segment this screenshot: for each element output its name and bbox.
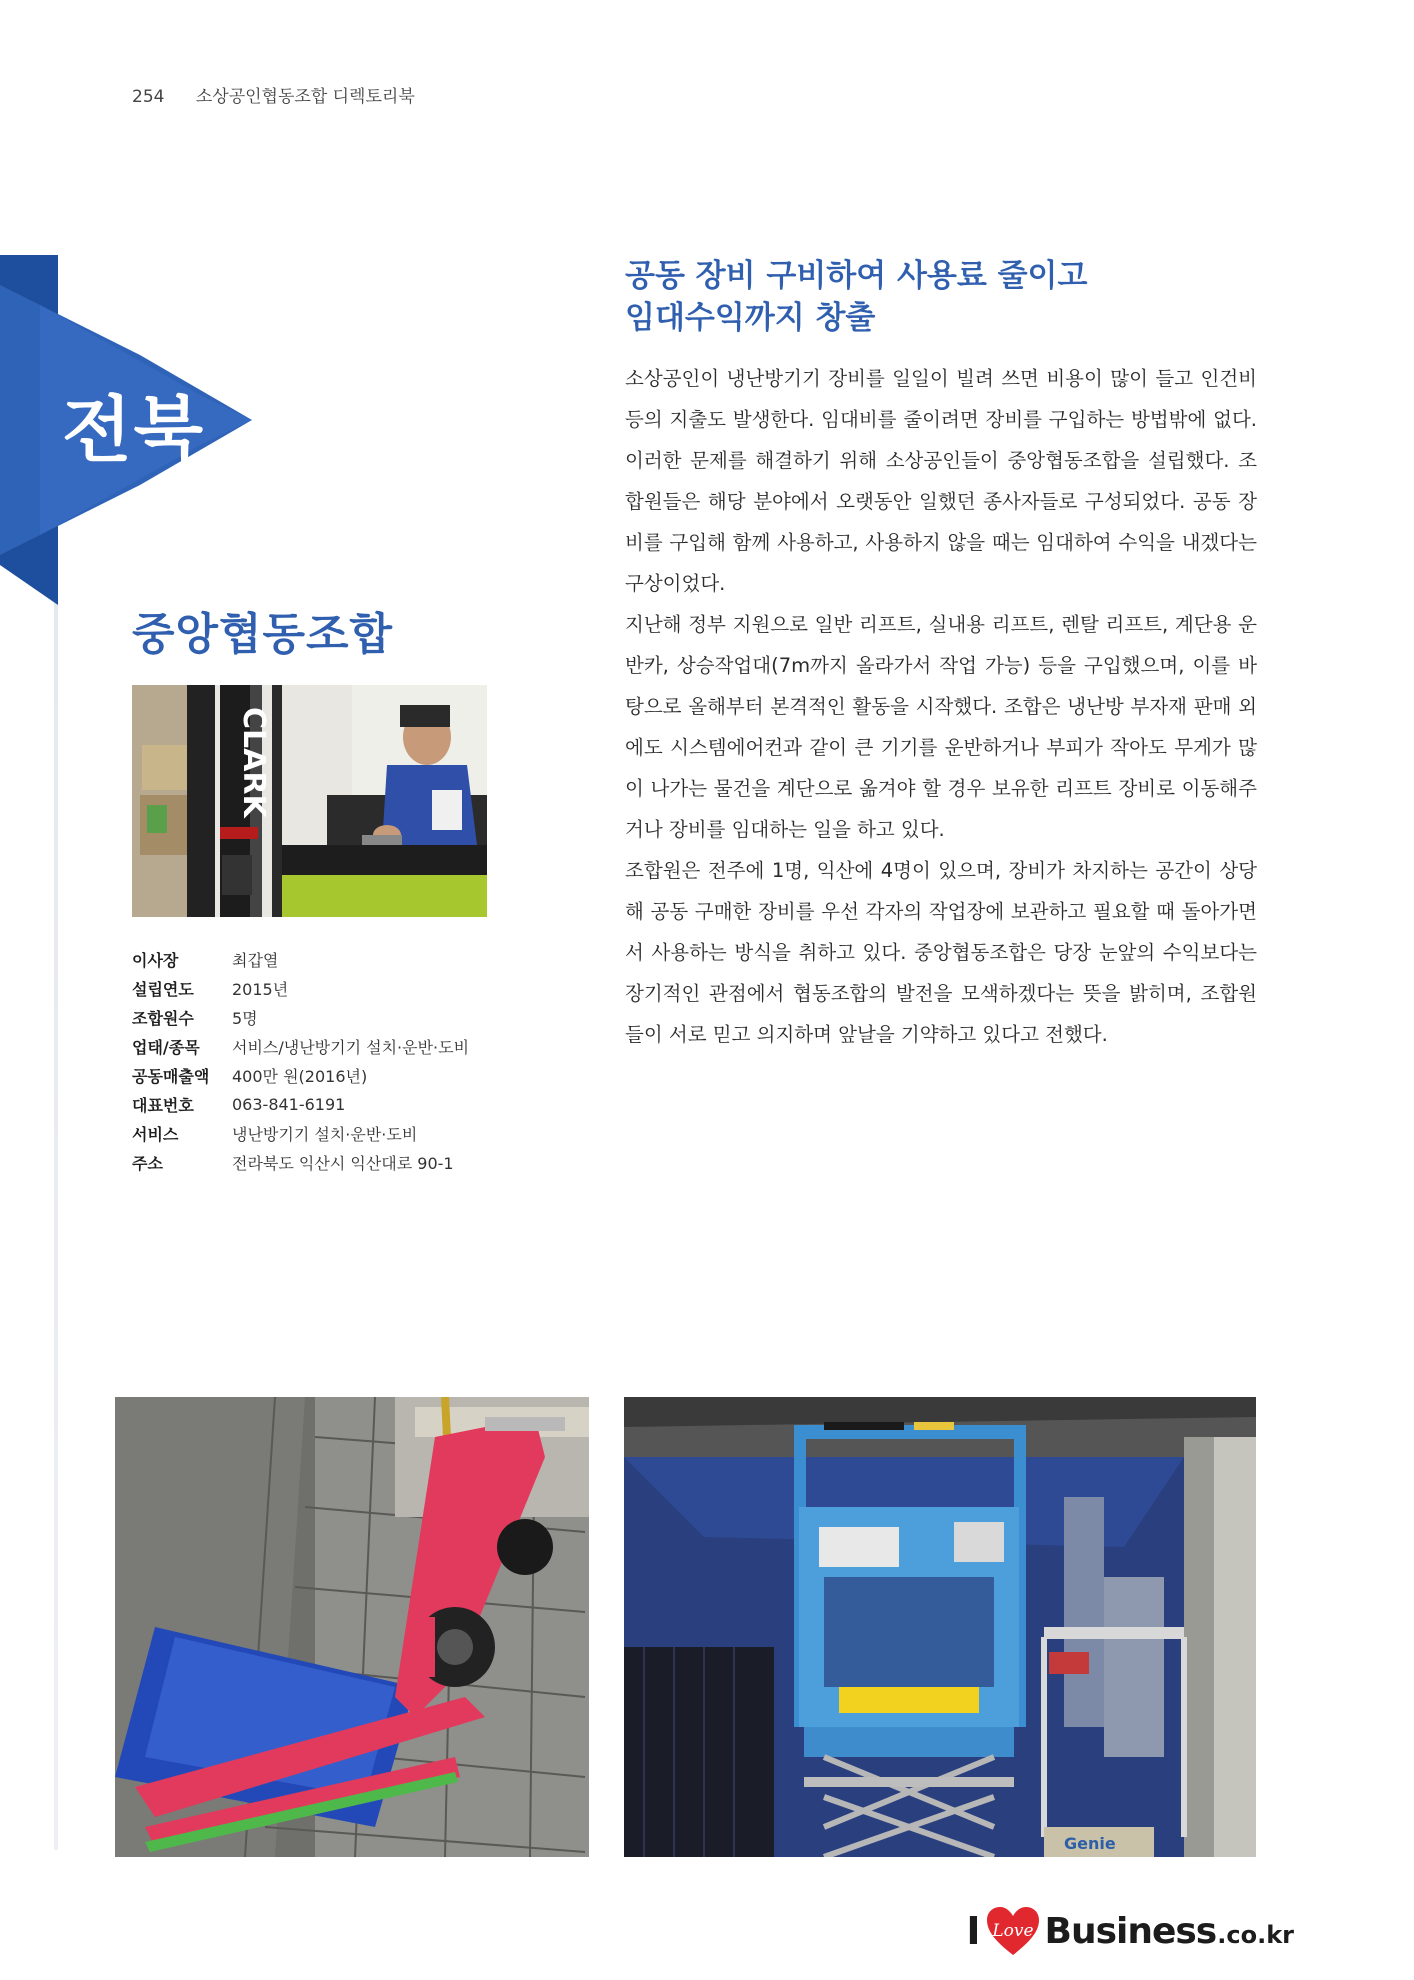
forklift-photo <box>132 685 487 917</box>
footer-logo <box>966 1905 1294 1957</box>
running-header <box>132 82 415 107</box>
article-title-line-1: 공동 장비 구비하여 사용료 줄이고 <box>625 258 1088 294</box>
logo-business: Business <box>1044 1910 1217 1952</box>
info-label: 서비스 <box>132 1125 179 1144</box>
info-value: 냉난방기기 설치·운반·도비 <box>232 1125 418 1144</box>
info-value: 전라북도 익산시 익산대로 90-1 <box>232 1154 454 1173</box>
info-row-address <box>132 1148 469 1177</box>
info-row-founded <box>132 974 469 1003</box>
info-row-service <box>132 1119 469 1148</box>
article-title-line-2: 임대수익까지 창출 <box>625 300 876 336</box>
heart-icon <box>985 1905 1041 1957</box>
book-title: 소상공인협동조합 디렉토리북 <box>195 87 415 107</box>
stair-cart-photo <box>115 1397 589 1857</box>
info-label: 업태/종목 <box>132 1038 200 1057</box>
info-row-members <box>132 1003 469 1032</box>
info-label: 조합원수 <box>132 1009 194 1028</box>
page-number: 254 <box>132 87 165 107</box>
info-value: 서비스/냉난방기기 설치·운반·도비 <box>232 1038 470 1057</box>
info-value: 최갑열 <box>232 951 279 970</box>
article-paragraph: 조합원은 전주에 1명, 익산에 4명이 있으며, 장비가 차지하는 공간이 상당해 공동 구매한 장비를 우선 각자의 작업장에 보관하고 필요할 때 돌아가면서 사용하는 방식을 취하고 있다. 중앙협동조합은 당장 눈앞의 수익보다는 장기적인 관점에서 협동조합의 발전을 모색하겠다는 뜻을 밝히며, 조합원들이 서로 믿고 의지하며 앞날을 기약하고 있다고 전했다. <box>625 859 1257 1046</box>
info-value: 400만 원(2016년) <box>232 1067 368 1086</box>
info-value: 5명 <box>232 1009 258 1028</box>
scissor-lift-photo <box>624 1397 1256 1857</box>
article-paragraph: 소상공인이 냉난방기기 장비를 일일이 빌려 쓰면 비용이 많이 들고 인건비 등의 지출도 발생한다. 임대비를 줄이려면 장비를 구입하는 방법밖에 없다. 이러한 문제를 해결하기 위해 소상공인들이 중앙협동조합을 설립했다. 조합원들은 해당 분야에서 오랫동안 일했던 종사자들로 구성되었다. 공동 장비를 구입해 함께 사용하고, 사용하지 않을 때는 임대하여 수익을 내겠다는 구상이었다. <box>625 367 1257 595</box>
info-row-business-type <box>132 1032 469 1061</box>
info-label: 주소 <box>132 1154 163 1173</box>
forklift-brand-text: CLARK <box>236 707 271 818</box>
logo-domain: .co.kr <box>1217 1921 1294 1949</box>
lift-brand-text: Genie <box>1064 1834 1116 1853</box>
article-title <box>625 255 1265 339</box>
logo-i: I <box>966 1909 981 1953</box>
info-value: 063-841-6191 <box>232 1095 346 1114</box>
info-label: 설립연도 <box>132 980 194 999</box>
info-row-phone <box>132 1090 469 1119</box>
info-label: 이사장 <box>132 951 179 970</box>
info-row-sales <box>132 1061 469 1090</box>
info-label: 공동매출액 <box>132 1067 210 1086</box>
article-paragraph: 지난해 정부 지원으로 일반 리프트, 실내용 리프트, 렌탈 리프트, 계단용 운반카, 상승작업대(7m까지 올라가서 작업 가능) 등을 구입했으며, 이를 바탕으로 올해부터 본격적인 활동을 시작했다. 조합은 냉난방 부자재 판매 외에도 시스템에어컨과 같이 큰 기기를 운반하거나 부피가 작아도 무게가 많이 나가는 물건을 계단으로 옮겨야 할 경우 보유한 리프트 장비로 이동해주거나 장비를 임대하는 일을 하고 있다. <box>625 613 1257 841</box>
info-row-chairman <box>132 945 469 974</box>
organization-name: 중앙협동조합 <box>132 609 394 660</box>
info-label: 대표번호 <box>132 1096 194 1115</box>
info-value: 2015년 <box>232 980 289 999</box>
article-body <box>625 358 1257 1055</box>
logo-love: Love <box>991 1921 1034 1941</box>
organization-info-table <box>132 945 469 1177</box>
region-label: 전북 <box>62 388 206 472</box>
